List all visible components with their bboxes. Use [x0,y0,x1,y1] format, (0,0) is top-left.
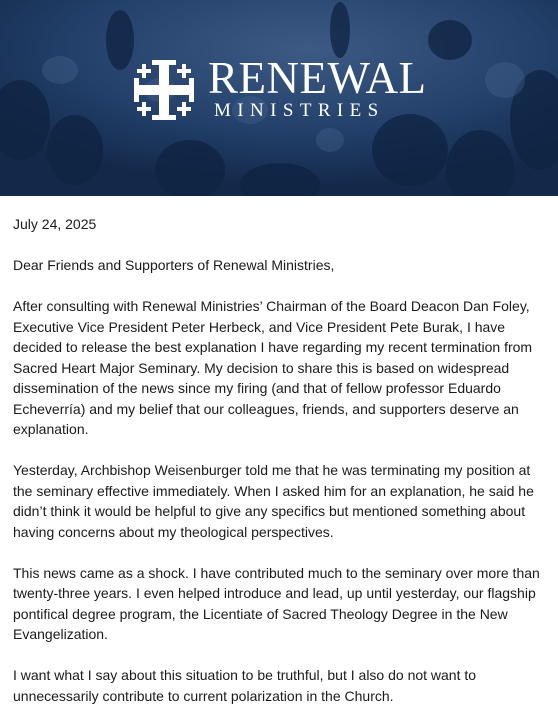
renewal-ministries-logo[interactable] [130,53,427,124]
letter-salutation: Dear Friends and Supporters of Renewal Ministries, [13,257,335,273]
logo-title: RENEWAL [208,53,427,103]
letter-paragraph: After consulting with Renewal Ministries’ Chairman of the Board Deacon Dan Foley, Executive Vice President Peter Herbeck, and Vice President Pete Burak, I have decided to release the best explanation I have regarding my recent termination from Sacred Heart Major Seminary. My decision to share this is based on widespread dissemination of the news since my firing (and that of fellow professor Eduardo Echeverría) and my belief that our colleagues, friends, and supporters deserve an explanation. [13,298,533,437]
letter-paragraph: I want what I say about this situation to be truthful, but I also do not want to unnecessarily contribute to current polarization in the Church. [13,667,477,704]
header-banner [0,0,558,196]
letter-paragraph: This news came as a shock. I have contributed much to the seminary over more than twenty-three years. I even helped introduce and lead, up until yesterday, our flagship pontifical degree program, the Licentiate of Sacred Theology Degree in the New Evangelization. [13,564,540,642]
letter-body [0,196,558,706]
jerusalem-cross-icon [130,56,198,124]
letter-paragraph: Yesterday, Archbishop Weisenburger told me that he was terminating my position at the seminary effective immediately. When I asked him for an explanation, he said he didn’t think it would be helpful to give any specifics but mentioned something about having concerns about my theological perspectives. [13,462,534,540]
logo-subtitle: MINISTRIES [214,100,385,121]
letter-date: July 24, 2025 [13,216,97,232]
